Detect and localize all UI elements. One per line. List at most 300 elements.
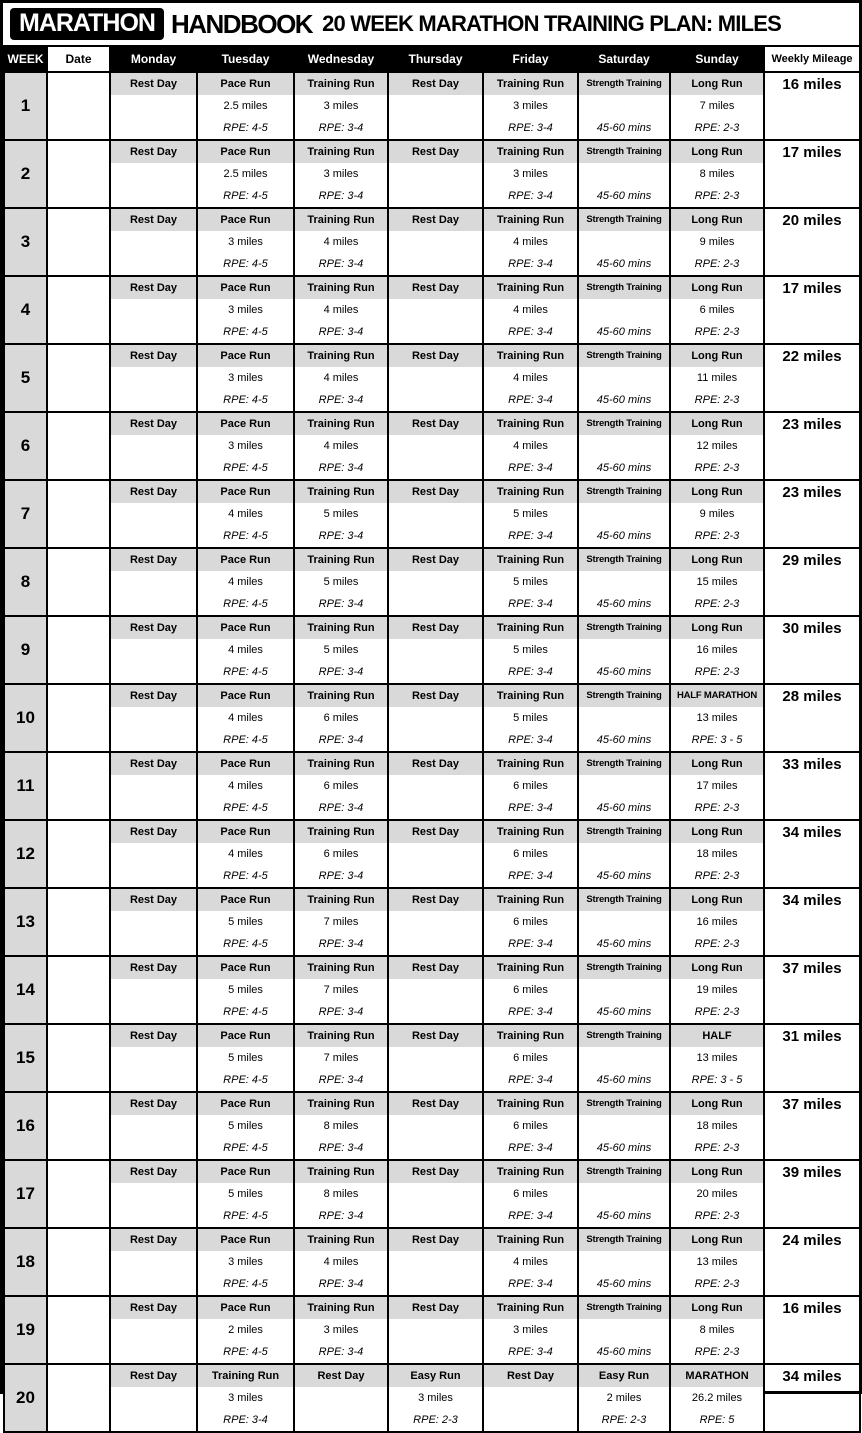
day-cell xyxy=(388,616,483,684)
day-cell xyxy=(110,1364,197,1432)
rpe-value: RPE: 3-4 xyxy=(508,326,553,338)
miles-value: 2.5 miles xyxy=(223,100,268,112)
miles-value: 4 miles xyxy=(323,372,359,384)
miles-value xyxy=(389,843,482,865)
week-number: 8 xyxy=(4,548,47,616)
col-header-tuesday: Tuesday xyxy=(197,46,294,72)
day-cell xyxy=(388,888,483,956)
miles-value: 3 miles xyxy=(323,168,359,180)
activity-label: Training Run xyxy=(484,277,577,299)
miles-value xyxy=(579,707,669,729)
miles-value xyxy=(389,775,482,797)
miles-value: 4 miles xyxy=(323,304,359,316)
activity-label: MARATHON xyxy=(671,1365,763,1387)
activity-label: Pace Run xyxy=(198,821,293,843)
day-cell xyxy=(670,956,764,1024)
rpe-value: RPE: 3-4 xyxy=(318,462,364,474)
week-number: 19 xyxy=(4,1296,47,1364)
activity-label: Rest Day xyxy=(389,1025,482,1047)
activity-label: Rest Day xyxy=(111,481,196,503)
rpe-value xyxy=(111,865,196,887)
miles-value xyxy=(111,503,196,525)
rpe-value: RPE: 4-5 xyxy=(223,1278,268,1290)
activity-label: Long Run xyxy=(671,753,763,775)
miles-value xyxy=(111,1047,196,1069)
rpe-value: RPE: 2-3 xyxy=(694,802,740,814)
weekly-mileage: 17 miles xyxy=(764,140,860,208)
day-cell xyxy=(197,208,294,276)
activity-label: Long Run xyxy=(671,1297,763,1319)
activity-label: Training Run xyxy=(295,209,387,231)
miles-value xyxy=(389,707,482,729)
miles-value: 4 miles xyxy=(228,780,263,792)
rpe-value xyxy=(111,253,196,275)
activity-label: HALF MARATHON xyxy=(671,685,763,707)
activity-label: Long Run xyxy=(671,1229,763,1251)
rpe-value xyxy=(111,933,196,955)
day-cell xyxy=(483,956,578,1024)
rpe-value xyxy=(111,1205,196,1227)
activity-label: Training Run xyxy=(484,821,577,843)
rpe-value xyxy=(111,321,196,343)
rpe-value: RPE: 2-3 xyxy=(694,598,740,610)
rpe-value xyxy=(389,661,482,683)
date-cell xyxy=(47,820,110,888)
miles-value: 6 miles xyxy=(513,1052,548,1064)
rpe-value: RPE: 4-5 xyxy=(223,1346,268,1358)
miles-value xyxy=(111,299,196,321)
miles-value: 6 miles xyxy=(323,712,359,724)
day-cell xyxy=(294,1024,388,1092)
rpe-value: RPE: 3-4 xyxy=(508,1278,553,1290)
miles-value xyxy=(111,843,196,865)
rpe-value: RPE: 4-5 xyxy=(223,394,268,406)
miles-value xyxy=(111,571,196,593)
activity-label: Training Run xyxy=(295,1229,387,1251)
day-cell xyxy=(388,1228,483,1296)
rpe-value: RPE: 3-4 xyxy=(318,530,364,542)
activity-label: Rest Day xyxy=(484,1365,577,1387)
day-cell xyxy=(670,208,764,276)
day-cell xyxy=(388,1092,483,1160)
rpe-value: RPE: 3-4 xyxy=(318,666,364,678)
miles-value: 5 miles xyxy=(228,1188,263,1200)
activity-label: Rest Day xyxy=(389,209,482,231)
miles-value: 3 miles xyxy=(228,1256,263,1268)
miles-value xyxy=(389,231,482,253)
rpe-value: 45-60 mins xyxy=(596,530,652,542)
rpe-value: RPE: 2-3 xyxy=(694,122,740,134)
miles-value xyxy=(579,979,669,1001)
activity-label: Rest Day xyxy=(389,1093,482,1115)
activity-label: Pace Run xyxy=(198,753,293,775)
rpe-value: 45-60 mins xyxy=(596,190,652,202)
day-cell xyxy=(110,1160,197,1228)
day-cell xyxy=(197,684,294,752)
activity-label: Pace Run xyxy=(198,345,293,367)
col-header-wednesday: Wednesday xyxy=(294,46,388,72)
miles-value: 4 miles xyxy=(228,576,263,588)
day-cell xyxy=(670,752,764,820)
activity-label: Training Run xyxy=(295,821,387,843)
day-cell xyxy=(110,616,197,684)
day-cell xyxy=(483,208,578,276)
activity-label: Rest Day xyxy=(389,141,482,163)
rpe-value xyxy=(111,797,196,819)
activity-label: Training Run xyxy=(484,413,577,435)
activity-label: Pace Run xyxy=(198,73,293,95)
activity-label: Strength Training xyxy=(579,821,669,843)
miles-value: 8 miles xyxy=(699,168,735,180)
day-cell xyxy=(197,1160,294,1228)
weekly-mileage: 20 miles xyxy=(764,208,860,276)
rpe-value: RPE: 4-5 xyxy=(223,870,268,882)
day-cell xyxy=(578,1296,670,1364)
day-cell xyxy=(483,276,578,344)
week-row xyxy=(4,276,860,344)
miles-value: 12 miles xyxy=(696,440,738,452)
activity-label: Training Run xyxy=(484,345,577,367)
activity-label: Pace Run xyxy=(198,1093,293,1115)
week-number: 1 xyxy=(4,72,47,140)
activity-label: Easy Run xyxy=(579,1365,669,1387)
miles-value xyxy=(295,1387,387,1409)
rpe-value: 45-60 mins xyxy=(596,870,652,882)
activity-label: Training Run xyxy=(484,141,577,163)
day-cell xyxy=(388,1364,483,1432)
day-cell xyxy=(197,344,294,412)
rpe-value xyxy=(389,933,482,955)
day-cell xyxy=(578,480,670,548)
column-header-row xyxy=(4,46,860,72)
activity-label: Training Run xyxy=(295,413,387,435)
weekly-mileage: 23 miles xyxy=(764,412,860,480)
miles-value xyxy=(111,1387,196,1409)
miles-value: 5 miles xyxy=(228,916,263,928)
date-cell xyxy=(47,344,110,412)
activity-label: Pace Run xyxy=(198,685,293,707)
day-cell xyxy=(578,140,670,208)
miles-value: 4 miles xyxy=(323,1256,359,1268)
rpe-value: RPE: 3-4 xyxy=(318,1074,364,1086)
miles-value: 3 miles xyxy=(228,304,263,316)
activity-label: Pace Run xyxy=(198,889,293,911)
day-cell xyxy=(578,1092,670,1160)
miles-value: 16 miles xyxy=(696,644,738,656)
week-number: 11 xyxy=(4,752,47,820)
rpe-value: RPE: 2-3 xyxy=(694,326,740,338)
activity-label: Rest Day xyxy=(111,685,196,707)
activity-label: Training Run xyxy=(295,73,387,95)
miles-value: 2 miles xyxy=(606,1392,642,1404)
day-cell xyxy=(670,684,764,752)
week-number: 14 xyxy=(4,956,47,1024)
miles-value xyxy=(579,299,669,321)
date-cell xyxy=(47,548,110,616)
weekly-mileage: 16 miles xyxy=(764,1296,860,1364)
page-title: 20 WEEK MARATHON TRAINING PLAN: MILES xyxy=(322,11,781,36)
miles-value: 2.5 miles xyxy=(223,168,268,180)
rpe-value: RPE: 2-3 xyxy=(694,1278,740,1290)
rpe-value: RPE: 4-5 xyxy=(223,598,268,610)
activity-label: Training Run xyxy=(484,617,577,639)
day-cell xyxy=(483,752,578,820)
rpe-value: RPE: 2-3 xyxy=(694,190,740,202)
miles-value: 6 miles xyxy=(323,848,359,860)
week-number: 2 xyxy=(4,140,47,208)
miles-value: 6 miles xyxy=(513,780,548,792)
miles-value: 4 miles xyxy=(513,304,548,316)
day-cell xyxy=(294,820,388,888)
activity-label: Rest Day xyxy=(389,889,482,911)
activity-label: Strength Training xyxy=(579,889,669,911)
date-cell xyxy=(47,72,110,140)
weekly-mileage: 31 miles xyxy=(764,1024,860,1092)
day-cell xyxy=(197,548,294,616)
day-cell xyxy=(294,276,388,344)
miles-value xyxy=(111,367,196,389)
date-cell xyxy=(47,616,110,684)
day-cell xyxy=(294,684,388,752)
weekly-mileage: 37 miles xyxy=(764,956,860,1024)
miles-value xyxy=(579,639,669,661)
miles-value xyxy=(389,503,482,525)
activity-label: Pace Run xyxy=(198,141,293,163)
col-header-friday: Friday xyxy=(483,46,578,72)
activity-label: Training Run xyxy=(484,1161,577,1183)
rpe-value: RPE: 3-4 xyxy=(508,734,553,746)
activity-label: Rest Day xyxy=(111,1025,196,1047)
activity-label: Rest Day xyxy=(111,549,196,571)
week-row xyxy=(4,72,860,140)
col-header-weekly-mileage: Weekly Mileage xyxy=(764,46,860,72)
day-cell xyxy=(578,548,670,616)
rpe-value: RPE: 3-4 xyxy=(508,394,553,406)
week-row xyxy=(4,548,860,616)
rpe-value: RPE: 3-4 xyxy=(318,394,364,406)
miles-value: 5 miles xyxy=(228,1052,263,1064)
rpe-value xyxy=(484,1409,577,1431)
day-cell xyxy=(483,412,578,480)
day-cell xyxy=(578,684,670,752)
day-cell xyxy=(578,1364,670,1432)
miles-value: 5 miles xyxy=(323,508,359,520)
activity-label: Rest Day xyxy=(389,413,482,435)
logo-handbook-text: HANDBOOK xyxy=(170,9,313,39)
rpe-value xyxy=(389,865,482,887)
rpe-value: RPE: 3-4 xyxy=(508,870,553,882)
activity-label: Pace Run xyxy=(198,549,293,571)
date-cell xyxy=(47,480,110,548)
date-cell xyxy=(47,412,110,480)
rpe-value xyxy=(111,389,196,411)
rpe-value: 45-60 mins xyxy=(596,734,652,746)
activity-label: Long Run xyxy=(671,209,763,231)
miles-value: 7 miles xyxy=(323,984,359,996)
miles-value xyxy=(111,95,196,117)
activity-label: Rest Day xyxy=(111,345,196,367)
miles-value: 8 miles xyxy=(323,1120,359,1132)
rpe-value: RPE: 3-4 xyxy=(508,190,553,202)
activity-label: Rest Day xyxy=(111,1365,196,1387)
day-cell xyxy=(388,412,483,480)
activity-label: Pace Run xyxy=(198,1229,293,1251)
day-cell xyxy=(670,1092,764,1160)
miles-value xyxy=(579,843,669,865)
rpe-value: RPE: 3-4 xyxy=(318,1210,364,1222)
rpe-value: 45-60 mins xyxy=(596,462,652,474)
miles-value: 5 miles xyxy=(513,644,548,656)
day-cell xyxy=(197,820,294,888)
rpe-value xyxy=(111,1273,196,1295)
miles-value: 20 miles xyxy=(696,1188,738,1200)
day-cell xyxy=(294,752,388,820)
day-cell xyxy=(388,684,483,752)
week-row xyxy=(4,344,860,412)
weekly-mileage: 39 miles xyxy=(764,1160,860,1228)
rpe-value: RPE: 3-4 xyxy=(508,258,553,270)
day-cell xyxy=(578,752,670,820)
rpe-value: 45-60 mins xyxy=(596,394,652,406)
activity-label: Strength Training xyxy=(579,345,669,367)
day-cell xyxy=(110,140,197,208)
rpe-value: RPE: 4-5 xyxy=(223,122,268,134)
miles-value xyxy=(579,95,669,117)
week-row xyxy=(4,1160,860,1228)
date-cell xyxy=(47,208,110,276)
miles-value: 6 miles xyxy=(513,916,548,928)
weekly-mileage: 34 miles xyxy=(764,888,860,956)
week-row xyxy=(4,956,860,1024)
rpe-value: RPE: 2-3 xyxy=(694,394,740,406)
day-cell xyxy=(110,548,197,616)
activity-label: Strength Training xyxy=(579,1025,669,1047)
miles-value: 3 miles xyxy=(323,100,359,112)
day-cell xyxy=(197,140,294,208)
week-number: 15 xyxy=(4,1024,47,1092)
miles-value: 13 miles xyxy=(696,1256,738,1268)
miles-value: 5 miles xyxy=(323,576,359,588)
miles-value xyxy=(389,911,482,933)
day-cell xyxy=(578,956,670,1024)
day-cell xyxy=(110,1024,197,1092)
day-cell xyxy=(110,208,197,276)
activity-label: Strength Training xyxy=(579,73,669,95)
miles-value xyxy=(389,367,482,389)
day-cell xyxy=(197,480,294,548)
rpe-value: RPE: 2-3 xyxy=(413,1414,458,1426)
week-row xyxy=(4,888,860,956)
miles-value: 4 miles xyxy=(513,236,548,248)
miles-value xyxy=(389,1115,482,1137)
rpe-value: RPE: 4-5 xyxy=(223,734,268,746)
miles-value: 19 miles xyxy=(696,984,738,996)
miles-value xyxy=(579,1183,669,1205)
week-number: 6 xyxy=(4,412,47,480)
activity-label: Training Run xyxy=(295,141,387,163)
miles-value xyxy=(579,1115,669,1137)
day-cell xyxy=(670,412,764,480)
day-cell xyxy=(110,276,197,344)
date-cell xyxy=(47,1160,110,1228)
day-cell xyxy=(110,1092,197,1160)
miles-value: 3 miles xyxy=(513,100,548,112)
day-cell xyxy=(483,1296,578,1364)
activity-label: Rest Day xyxy=(389,73,482,95)
rpe-value xyxy=(389,1341,482,1363)
rpe-value xyxy=(111,185,196,207)
miles-value: 3 miles xyxy=(228,1392,263,1404)
activity-label: Easy Run xyxy=(389,1365,482,1387)
rpe-value xyxy=(111,1137,196,1159)
miles-value xyxy=(111,639,196,661)
activity-label: Training Run xyxy=(484,209,577,231)
activity-label: Rest Day xyxy=(111,413,196,435)
week-row xyxy=(4,1296,860,1364)
rpe-value xyxy=(111,117,196,139)
day-cell xyxy=(294,548,388,616)
rpe-value xyxy=(389,1001,482,1023)
day-cell xyxy=(483,888,578,956)
activity-label: Pace Run xyxy=(198,209,293,231)
date-cell xyxy=(47,1024,110,1092)
day-cell xyxy=(294,1092,388,1160)
rpe-value: RPE: 3-4 xyxy=(318,1142,364,1154)
activity-label: Long Run xyxy=(671,889,763,911)
day-cell xyxy=(578,276,670,344)
miles-value: 4 miles xyxy=(228,508,263,520)
rpe-value: RPE: 3-4 xyxy=(318,938,364,950)
day-cell xyxy=(197,752,294,820)
rpe-value: 45-60 mins xyxy=(596,1074,652,1086)
miles-value xyxy=(111,979,196,1001)
miles-value xyxy=(111,1115,196,1137)
rpe-value: 45-60 mins xyxy=(596,122,652,134)
activity-label: Strength Training xyxy=(579,1297,669,1319)
rpe-value: RPE: 3-4 xyxy=(508,598,553,610)
miles-value xyxy=(111,707,196,729)
activity-label: Long Run xyxy=(671,1093,763,1115)
day-cell xyxy=(670,480,764,548)
activity-label: Rest Day xyxy=(389,481,482,503)
rpe-value: RPE: 3-4 xyxy=(318,734,364,746)
day-cell xyxy=(388,72,483,140)
weekly-mileage: 23 miles xyxy=(764,480,860,548)
day-cell xyxy=(110,820,197,888)
rpe-value: RPE: 2-3 xyxy=(694,1142,740,1154)
rpe-value: 45-60 mins xyxy=(596,1346,652,1358)
miles-value: 5 miles xyxy=(323,644,359,656)
day-cell xyxy=(670,276,764,344)
miles-value: 4 miles xyxy=(513,440,548,452)
miles-value xyxy=(579,367,669,389)
day-cell xyxy=(197,888,294,956)
activity-label: Rest Day xyxy=(111,1093,196,1115)
day-cell xyxy=(294,72,388,140)
activity-label: Strength Training xyxy=(579,753,669,775)
rpe-value: RPE: 4-5 xyxy=(223,1006,268,1018)
weekly-mileage: 22 miles xyxy=(764,344,860,412)
day-cell xyxy=(110,956,197,1024)
date-cell xyxy=(47,140,110,208)
activity-label: Rest Day xyxy=(111,889,196,911)
rpe-value: RPE: 3-4 xyxy=(508,122,553,134)
activity-label: Rest Day xyxy=(389,957,482,979)
rpe-value: RPE: 3-4 xyxy=(508,802,553,814)
rpe-value xyxy=(111,729,196,751)
day-cell xyxy=(388,820,483,888)
day-cell xyxy=(110,752,197,820)
